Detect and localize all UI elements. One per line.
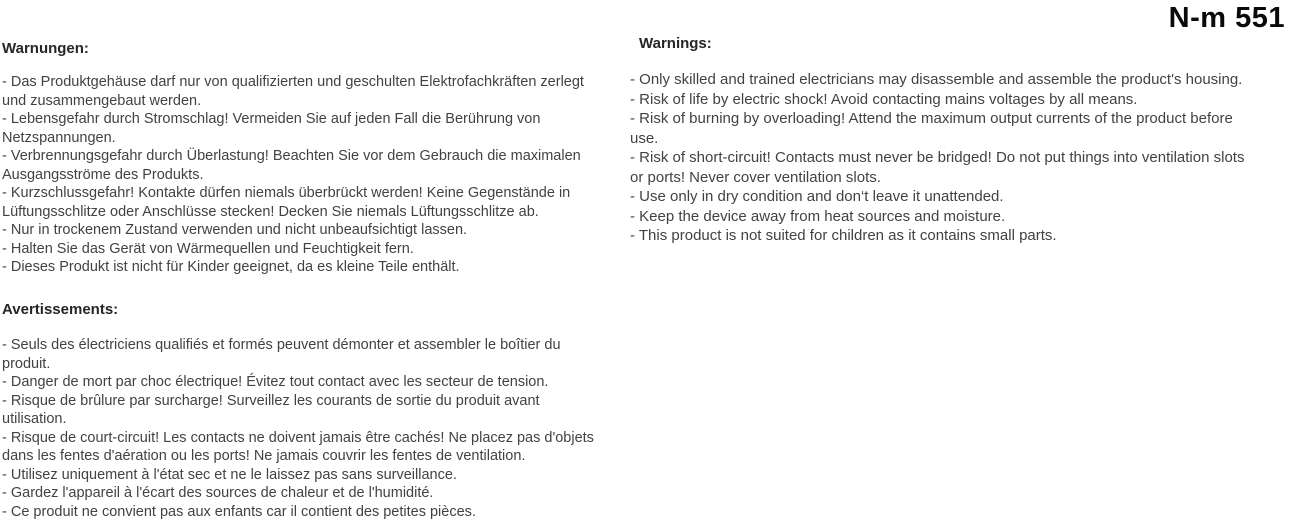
warning-text-line: - Kurzschlussgefahr! Kontakte dürfen niemals überbrückt werden! Keine Gegenstände in [2,185,571,201]
warnings-list-german [2,73,584,277]
warning-text-line: - This product is not suited for children as it contains small parts. [630,227,1057,244]
warning-text-line: - Risk of burning by overloading! Attend the maximum output currents of the product before [630,110,1233,127]
warning-text-line: Netzspannungen. [2,129,116,146]
warning-text-line: - Nur in trockenem Zustand verwenden und nicht unbeaufsichtigt lassen. [2,222,468,238]
warning-text-line: - Risque de brûlure par surcharge! Surveillez les courants de sortie du produit avant [2,392,540,409]
warning-text-line: - Lebensgefahr durch Stromschlag! Vermeiden Sie auf jeden Fall die Berührung von [2,111,541,127]
warning-text-line: - Only skilled and trained electricians may disassemble and assemble the product's housing. [630,71,1243,88]
section-heading-french: Avertissements: [2,301,119,318]
section-heading-english: Warnings: [639,35,712,52]
model-number: N-m 551 [1168,2,1285,34]
warnings-list-french [2,336,594,521]
warnings-list-english [630,70,1244,246]
warning-text-line: - Gardez l'appareil à l'écart des sources de chaleur et de l'humidité. [2,485,434,501]
warning-text-line: - Das Produktgehäuse darf nur von qualifizierten und geschulten Elektrofachkräften zerlegt [2,74,584,90]
warning-text-line: Ausgangsströme des Produkts. [2,166,204,183]
warning-text-line: - Risk of life by electric shock! Avoid contacting mains voltages by all means. [630,90,1138,108]
warning-text-line: produit. [2,355,51,372]
warning-text-line: or ports! Never cover ventilation slots. [630,168,881,186]
warning-text-line: dans les fentes d'aération ou les ports! Ne jamais couvrir les fentes de ventilation. [2,448,526,464]
warning-text-line: - Utilisez uniquement à l'état sec et ne le laissez pas sans surveillance. [2,466,457,483]
warning-text-line: - Use only in dry condition and don‘t leave it unattended. [630,188,1004,205]
warning-text-line: utilisation. [2,411,67,427]
warning-text-line: - Halten Sie das Gerät von Wärmequellen und Feuchtigkeit fern. [2,240,414,257]
warning-text-line: - Danger de mort par choc électrique! Évitez tout contact avec les secteur de tension. [2,374,549,390]
warning-text-line: - Dieses Produkt ist nicht für Kinder geeignet, da es kleine Teile enthält. [2,259,460,275]
warning-text-line: - Risk of short-circuit! Contacts must never be bridged! Do not put things into ventilation slots [630,149,1245,166]
warning-text-line: und zusammengebaut werden. [2,92,202,109]
warning-text-line: - Keep the device away from heat sources and moisture. [630,207,1006,225]
warning-text-line: - Seuls des électriciens qualifiés et formés peuvent démonter et assembler le boîtier du [2,337,561,353]
warning-text-line: - Risque de court-circuit! Les contacts ne doivent jamais être cachés! Ne placez pas d'objets [2,429,594,446]
section-heading-german: Warnungen: [2,40,89,57]
warning-text-line: use. [630,129,659,147]
warning-text-line: - Ce produit ne convient pas aux enfants car il contient des petites pièces. [2,503,476,520]
warning-text-line: Lüftungsschlitze oder Anschlüsse stecken! Decken Sie niemals Lüftungsschlitze ab. [2,203,539,220]
warning-text-line: - Verbrennungsgefahr durch Überlastung! Beachten Sie vor dem Gebrauch die maximalen [2,148,581,164]
